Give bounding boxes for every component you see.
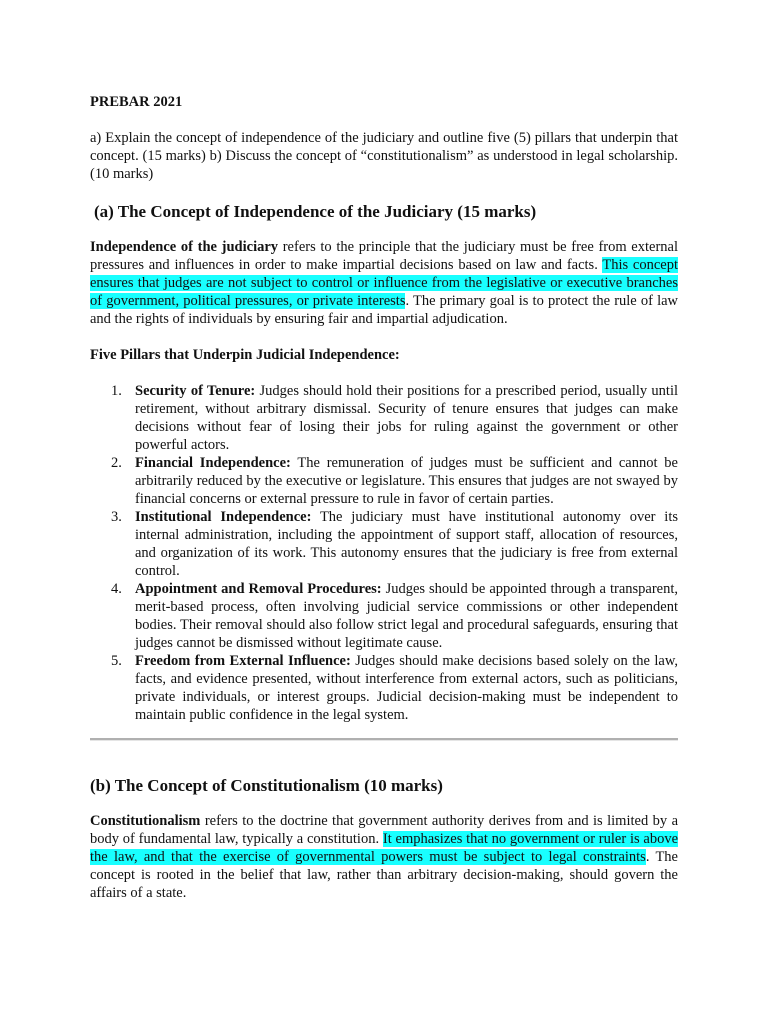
pillar-title: Security of Tenure: [135,383,256,399]
pillar-item [90,652,678,724]
section-b-highlight: It emphasizes that no government or ruler is above the law, and that the exercise of governmental powers must be subject to legal constraints [90,831,679,865]
section-a-paragraph [90,238,678,328]
section-b-heading: (b) The Concept of Constitutionalism (10 marks) [90,776,443,795]
section-b-term: Constitutionalism [90,813,201,829]
pillar-title: Appointment and Removal Procedures: [135,581,382,597]
pillar-text: Judges should hold their positions for a prescribed period, usually until retirement, without arbitrary dismissal. Security of tenure ensures that judges can make decisions without fear of losing their jobs for ruling against the government or other powerful actors. [135,383,679,453]
section-a-highlight: This concept ensures that judges are not subject to control or influence from the legislative or executive branches of government, political pressures, or private interests [90,257,678,309]
section-a-term: Independence of the judiciary [90,239,279,255]
pillar-text: Judges should make decisions based solely on the law, facts, and evidence presented, without interference from external actors, such as politicians, private individuals, or interest groups. Judicial decision-making must be independent to maintain public confidence in the legal system. [135,653,679,723]
pillars-list [90,382,678,724]
section-b-text-2: . The concept is rooted in the belief that law, rather than arbitrary decision-making, should govern the affairs of a state. [90,849,678,901]
pillar-number: 1. [111,383,122,399]
section-divider [90,738,678,741]
section-a-text-2: . The primary goal is to protect the rule of law and the rights of individuals by ensuring fair and impartial adjudication. [90,293,679,327]
pillar-text: The judiciary must have institutional autonomy over its internal administration, including the appointment of support staff, allocation of resources, and organization of its work. This autonomy ensures that the judiciary is free from external control. [135,509,679,579]
pillar-text: The remuneration of judges must be sufficient and cannot be arbitrarily reduced by the executive or legislature. This ensures that judges are not swayed by financial concerns or external pressure to rule in favor of certain parties. [135,455,678,507]
section-b-text-1: refers to the doctrine that government authority derives from and is limited by a body of fundamental law, typically a constitution. [90,813,678,847]
document-page [90,93,679,901]
pillar-item [90,580,678,652]
pillar-title: Freedom from External Influence: [135,653,351,669]
pillar-number: 4. [111,581,122,597]
pillar-text: Judges should be appointed through a transparent, merit-based process, often involving judicial service commissions or other independent bodies. Their removal should also follow strict legal and procedural safeguards, ensuring that judges cannot be dismissed without legitimate cause. [135,581,679,651]
pillar-number: 5. [111,653,122,669]
pillar-item [90,454,678,508]
section-a-text-1: refers to the principle that the judiciary must be free from external pressures and influences in order to make impartial decisions based on law and facts. [90,239,679,273]
document-title: PREBAR 2021 [90,94,183,110]
section-a-heading: (a) The Concept of Independence of the Judiciary (15 marks) [94,202,537,221]
pillars-title: Five Pillars that Underpin Judicial Independence: [90,347,400,363]
pillar-item [90,382,678,454]
section-b-paragraph [90,812,678,902]
exam-question: a) Explain the concept of independence of the judiciary and outline five (5) pillars that underpin that concept. (15 marks) b) Discuss the concept of “constitutionalism” as understood in legal scholarship. (10 marks) [90,130,678,182]
pillar-item [90,508,678,580]
pillar-title: Financial Independence: [135,455,291,471]
pillar-title: Institutional Independence: [135,509,312,525]
pillar-number: 3. [111,509,122,525]
pillar-number: 2. [111,455,122,471]
